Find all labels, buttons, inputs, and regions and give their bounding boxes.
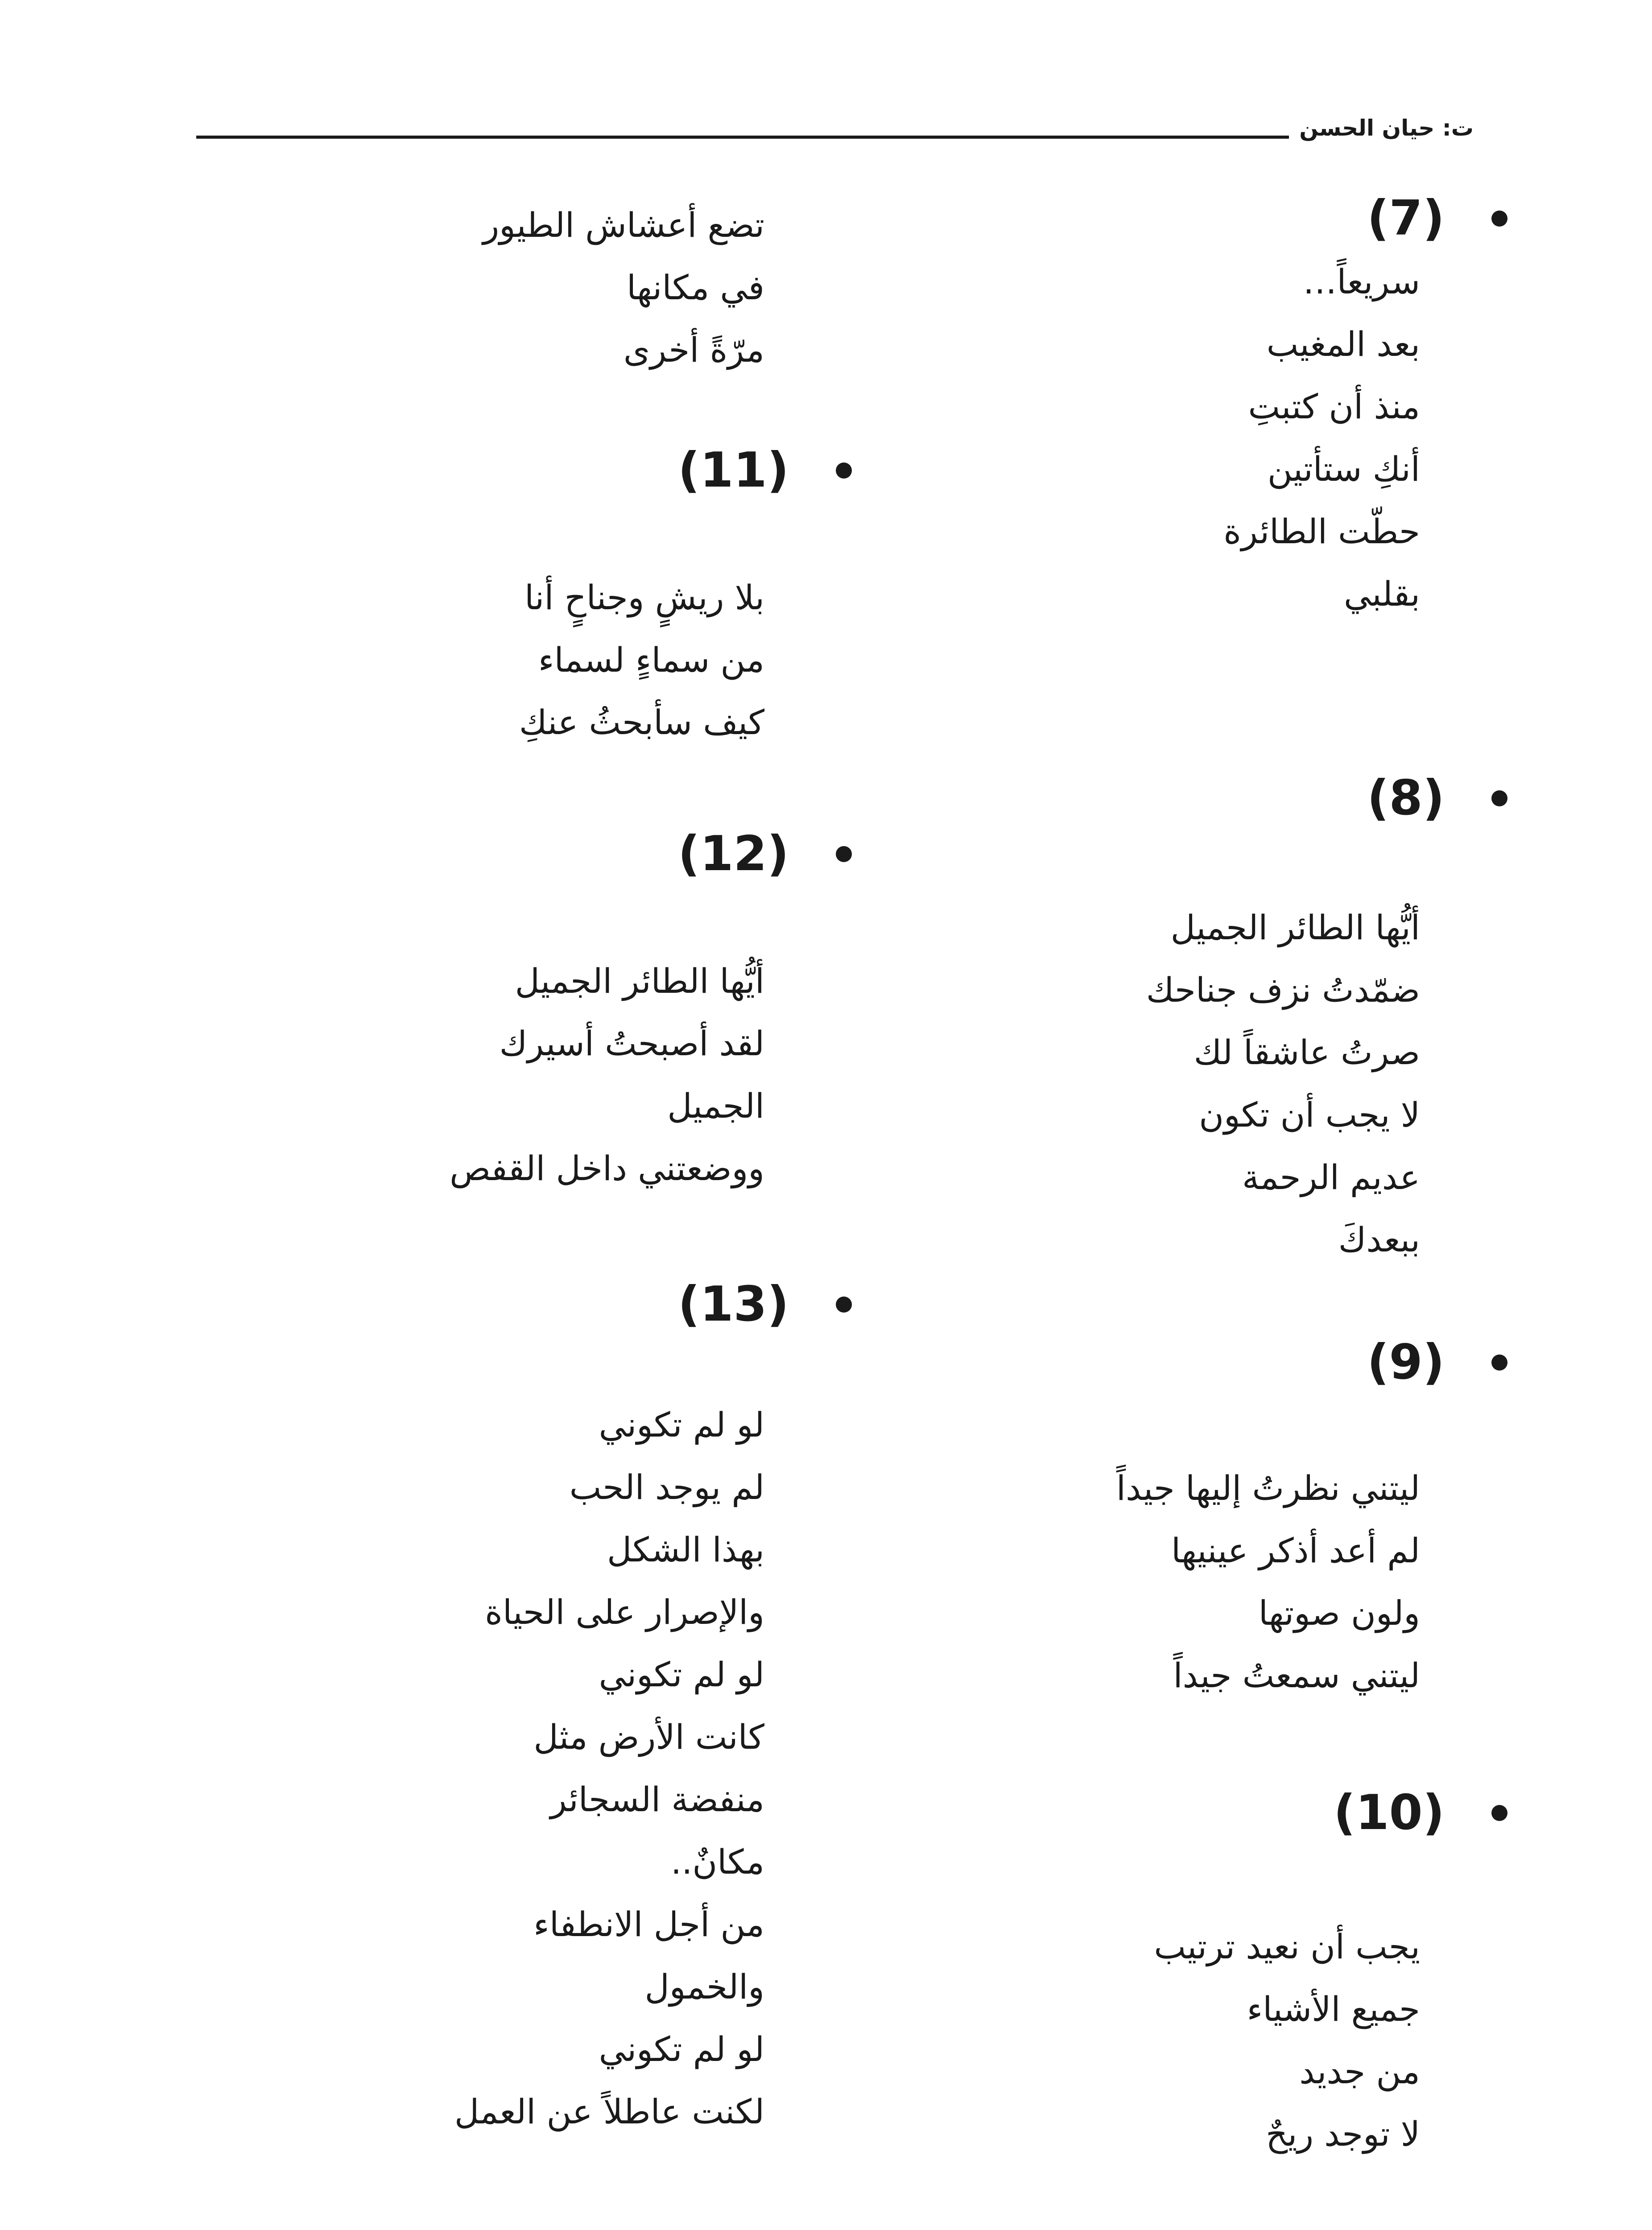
- poem-lines: [805, 896, 1420, 1271]
- poem-lines: [805, 1916, 1420, 2165]
- poem-line: ووضعتني داخل القفص: [450, 1148, 764, 1188]
- poem-line: والإصرار على الحياة: [485, 1592, 764, 1632]
- poem-line: سريعاً…: [1303, 262, 1420, 301]
- poem-number: (9): [1367, 1334, 1445, 1390]
- poem-lines: [149, 566, 764, 754]
- poem-line: بقلبي: [1343, 574, 1420, 614]
- poem-number: (10): [1333, 1785, 1445, 1841]
- poem-line: لو لم تكوني: [599, 2029, 764, 2069]
- poem-line: مرّةً أخرى: [623, 330, 764, 370]
- poem-line: ليتني نظرتُ إليها جيداً: [1116, 1468, 1420, 1508]
- bullet-icon: [836, 846, 852, 862]
- poem-line: ببعدكَ: [1338, 1220, 1420, 1260]
- translator-credit: ت: حيان الحسن: [1299, 115, 1474, 141]
- poem-number: (8): [1367, 770, 1445, 826]
- bullet-icon: [1491, 211, 1507, 227]
- poem-heading: [1108, 767, 1445, 830]
- poem-number: (13): [677, 1276, 789, 1332]
- poem-line: لو لم تكوني: [599, 1655, 764, 1694]
- poem-line: ولون صوتها: [1258, 1593, 1420, 1633]
- poem-line: من جديد: [1299, 2052, 1420, 2091]
- poem-lines: [805, 188, 1420, 625]
- poem-heading: [1108, 1782, 1445, 1844]
- poem-lines: [149, 950, 764, 1200]
- poem-line: لم أعد أذكر عينيها: [1171, 1531, 1420, 1570]
- poem-number: (7): [1367, 190, 1445, 246]
- poem-line: لقد أصبحتُ أسيرك: [499, 1024, 764, 1063]
- poem-line: الجميل: [667, 1086, 764, 1126]
- poem-heading: [452, 823, 789, 885]
- poem-line: عديم الرحمة: [1242, 1157, 1420, 1197]
- bullet-icon: [1491, 790, 1507, 806]
- poem-line: كانت الأرض مثل: [533, 1717, 764, 1757]
- poem-line: والخمول: [644, 1967, 764, 2007]
- poem-line: أنكِ ستأتين: [1267, 449, 1420, 489]
- poem-line: [805, 188, 1420, 251]
- poem-line: كيف سأبحثُ عنكِ: [519, 702, 764, 742]
- bullet-icon: [836, 1297, 852, 1313]
- poem-number: (12): [677, 826, 789, 882]
- left-column: [149, 0, 789, 2230]
- poem-line: بهذا الشكل: [607, 1530, 764, 1569]
- right-column: [805, 0, 1445, 2230]
- poem-line: بلا ريشٍ وجناحٍ أنا: [525, 578, 764, 617]
- bullet-icon: [1491, 1355, 1507, 1371]
- poem-line: أيُّها الطائر الجميل: [1170, 908, 1420, 947]
- poem-line: بعد المغيب: [1266, 324, 1420, 364]
- poem-lines: [149, 1394, 764, 2143]
- bullet-icon: [836, 463, 852, 479]
- poem-line: لو لم تكوني: [599, 1405, 764, 1445]
- poem-heading: [1108, 1331, 1445, 1394]
- poem-line: لم يوجد الحب: [569, 1467, 764, 1507]
- poem-line: مكانٌ..: [671, 1842, 764, 1882]
- poem-line: جميع الأشياء: [1247, 1989, 1420, 2029]
- poem-line: ليتني سمعتُ جيداً: [1173, 1656, 1420, 1695]
- poem-line: منفضة السجائر: [550, 1780, 764, 1819]
- poem-line: حطّت الطائرة: [1223, 512, 1420, 551]
- poem-lines: [805, 1457, 1420, 1707]
- poem-line: من أجل الانطفاء: [533, 1904, 764, 1944]
- poem-line: لا يجب أن تكون: [1199, 1095, 1420, 1135]
- poem-line: لكنت عاطلاً عن العمل: [454, 2092, 764, 2131]
- poem-line: لا توجد ريحٌ: [1266, 2114, 1420, 2154]
- poem-line: أيُّها الطائر الجميل: [515, 961, 764, 1001]
- poem-line: صرتُ عاشقاً لك: [1194, 1032, 1420, 1072]
- poem-heading: [452, 439, 789, 502]
- poem-line: تضع أعشاش الطيور: [483, 205, 764, 245]
- bullet-icon: [1491, 1805, 1507, 1821]
- poem-heading: [452, 1273, 789, 1336]
- poem-line: في مكانها: [626, 268, 764, 307]
- poem-line: يجب أن نعيد ترتيب: [1154, 1927, 1420, 1966]
- poem-line: ضمّدتُ نزف جناحك: [1146, 970, 1420, 1010]
- poem-lines: [149, 194, 764, 381]
- poem-number: (11): [677, 442, 789, 498]
- poem-line: منذ أن كتبتِ: [1248, 387, 1420, 426]
- poem-line: من سماءٍ لسماء: [538, 640, 764, 680]
